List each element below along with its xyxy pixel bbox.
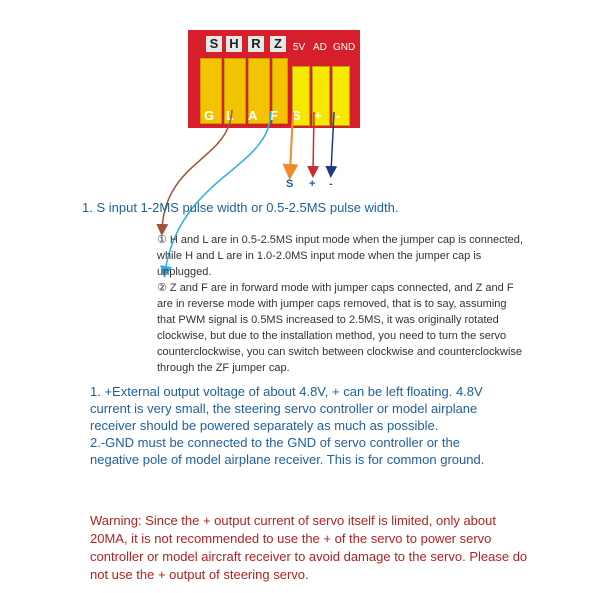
- bottom-label-f: F: [270, 108, 278, 123]
- label-5v: 5V: [293, 42, 306, 53]
- bottom-label-l: L: [226, 108, 234, 123]
- pin-label-h: H: [226, 36, 242, 52]
- label-gnd: GND: [333, 42, 356, 53]
- warning-note: Warning: Since the + output current of servo itself is limited, only about 20MA, it is not recommended to use the + of the servo to power servo controller or model aircraft receiver to avoid damage to the servo. Please do not use the + output of steering servo.: [90, 513, 528, 582]
- navy-wire: [331, 112, 334, 172]
- signal-label-minus: -: [329, 178, 333, 190]
- jumper-note-hl: ① H and L are in 0.5-2.5MS input mode when the jumper cap is connected, while H and L are in 1.0-2.0MS input mode when the jumper cap is unplugged.: [157, 234, 523, 278]
- red-wire: [313, 112, 314, 172]
- power-notes: [90, 383, 490, 468]
- signal-label-s: S: [286, 178, 294, 190]
- signal-label-plus: +: [309, 178, 316, 190]
- s-input-note: 1. S input 1-2MS pulse width or 0.5-2.5MS pulse width.: [82, 200, 399, 215]
- power-note-plus: 1. +External output voltage of about 4.8V, + can be left floating. 4.8V current is very small, the steering servo controller or model airplane receiver should be powered separately as much as possible.: [90, 384, 483, 433]
- bottom-label-minus: -: [336, 108, 341, 123]
- pin-label-s: S: [206, 36, 222, 52]
- jumper-note-zf: ② Z and F are in forward mode with jumper caps connected, and Z and F are in reverse mode with jumper caps removed, that is to say, assuming that PWM signal is 0.5MS increased to 2.5MS, it was originally rotated clockwise, but due to the installation method, you need to turn the servo counterclockwise, you can switch between clockwise and counterclockwise through the ZF jumper cap.: [157, 282, 523, 374]
- label-ad: AD: [313, 42, 327, 53]
- bottom-label-s: S: [292, 108, 301, 123]
- bottom-label-plus: +: [314, 108, 322, 123]
- power-note-gnd: 2.-GND must be connected to the GND of servo controller or the negative pole of model airplane receiver. This is for common ground.: [90, 435, 485, 467]
- orange-wire: [290, 112, 293, 172]
- pin-label-z: Z: [270, 36, 286, 52]
- jumper-notes: [157, 232, 527, 376]
- pin-label-r: R: [248, 36, 264, 52]
- bottom-label-a: A: [248, 108, 258, 123]
- bottom-label-g: G: [204, 108, 215, 123]
